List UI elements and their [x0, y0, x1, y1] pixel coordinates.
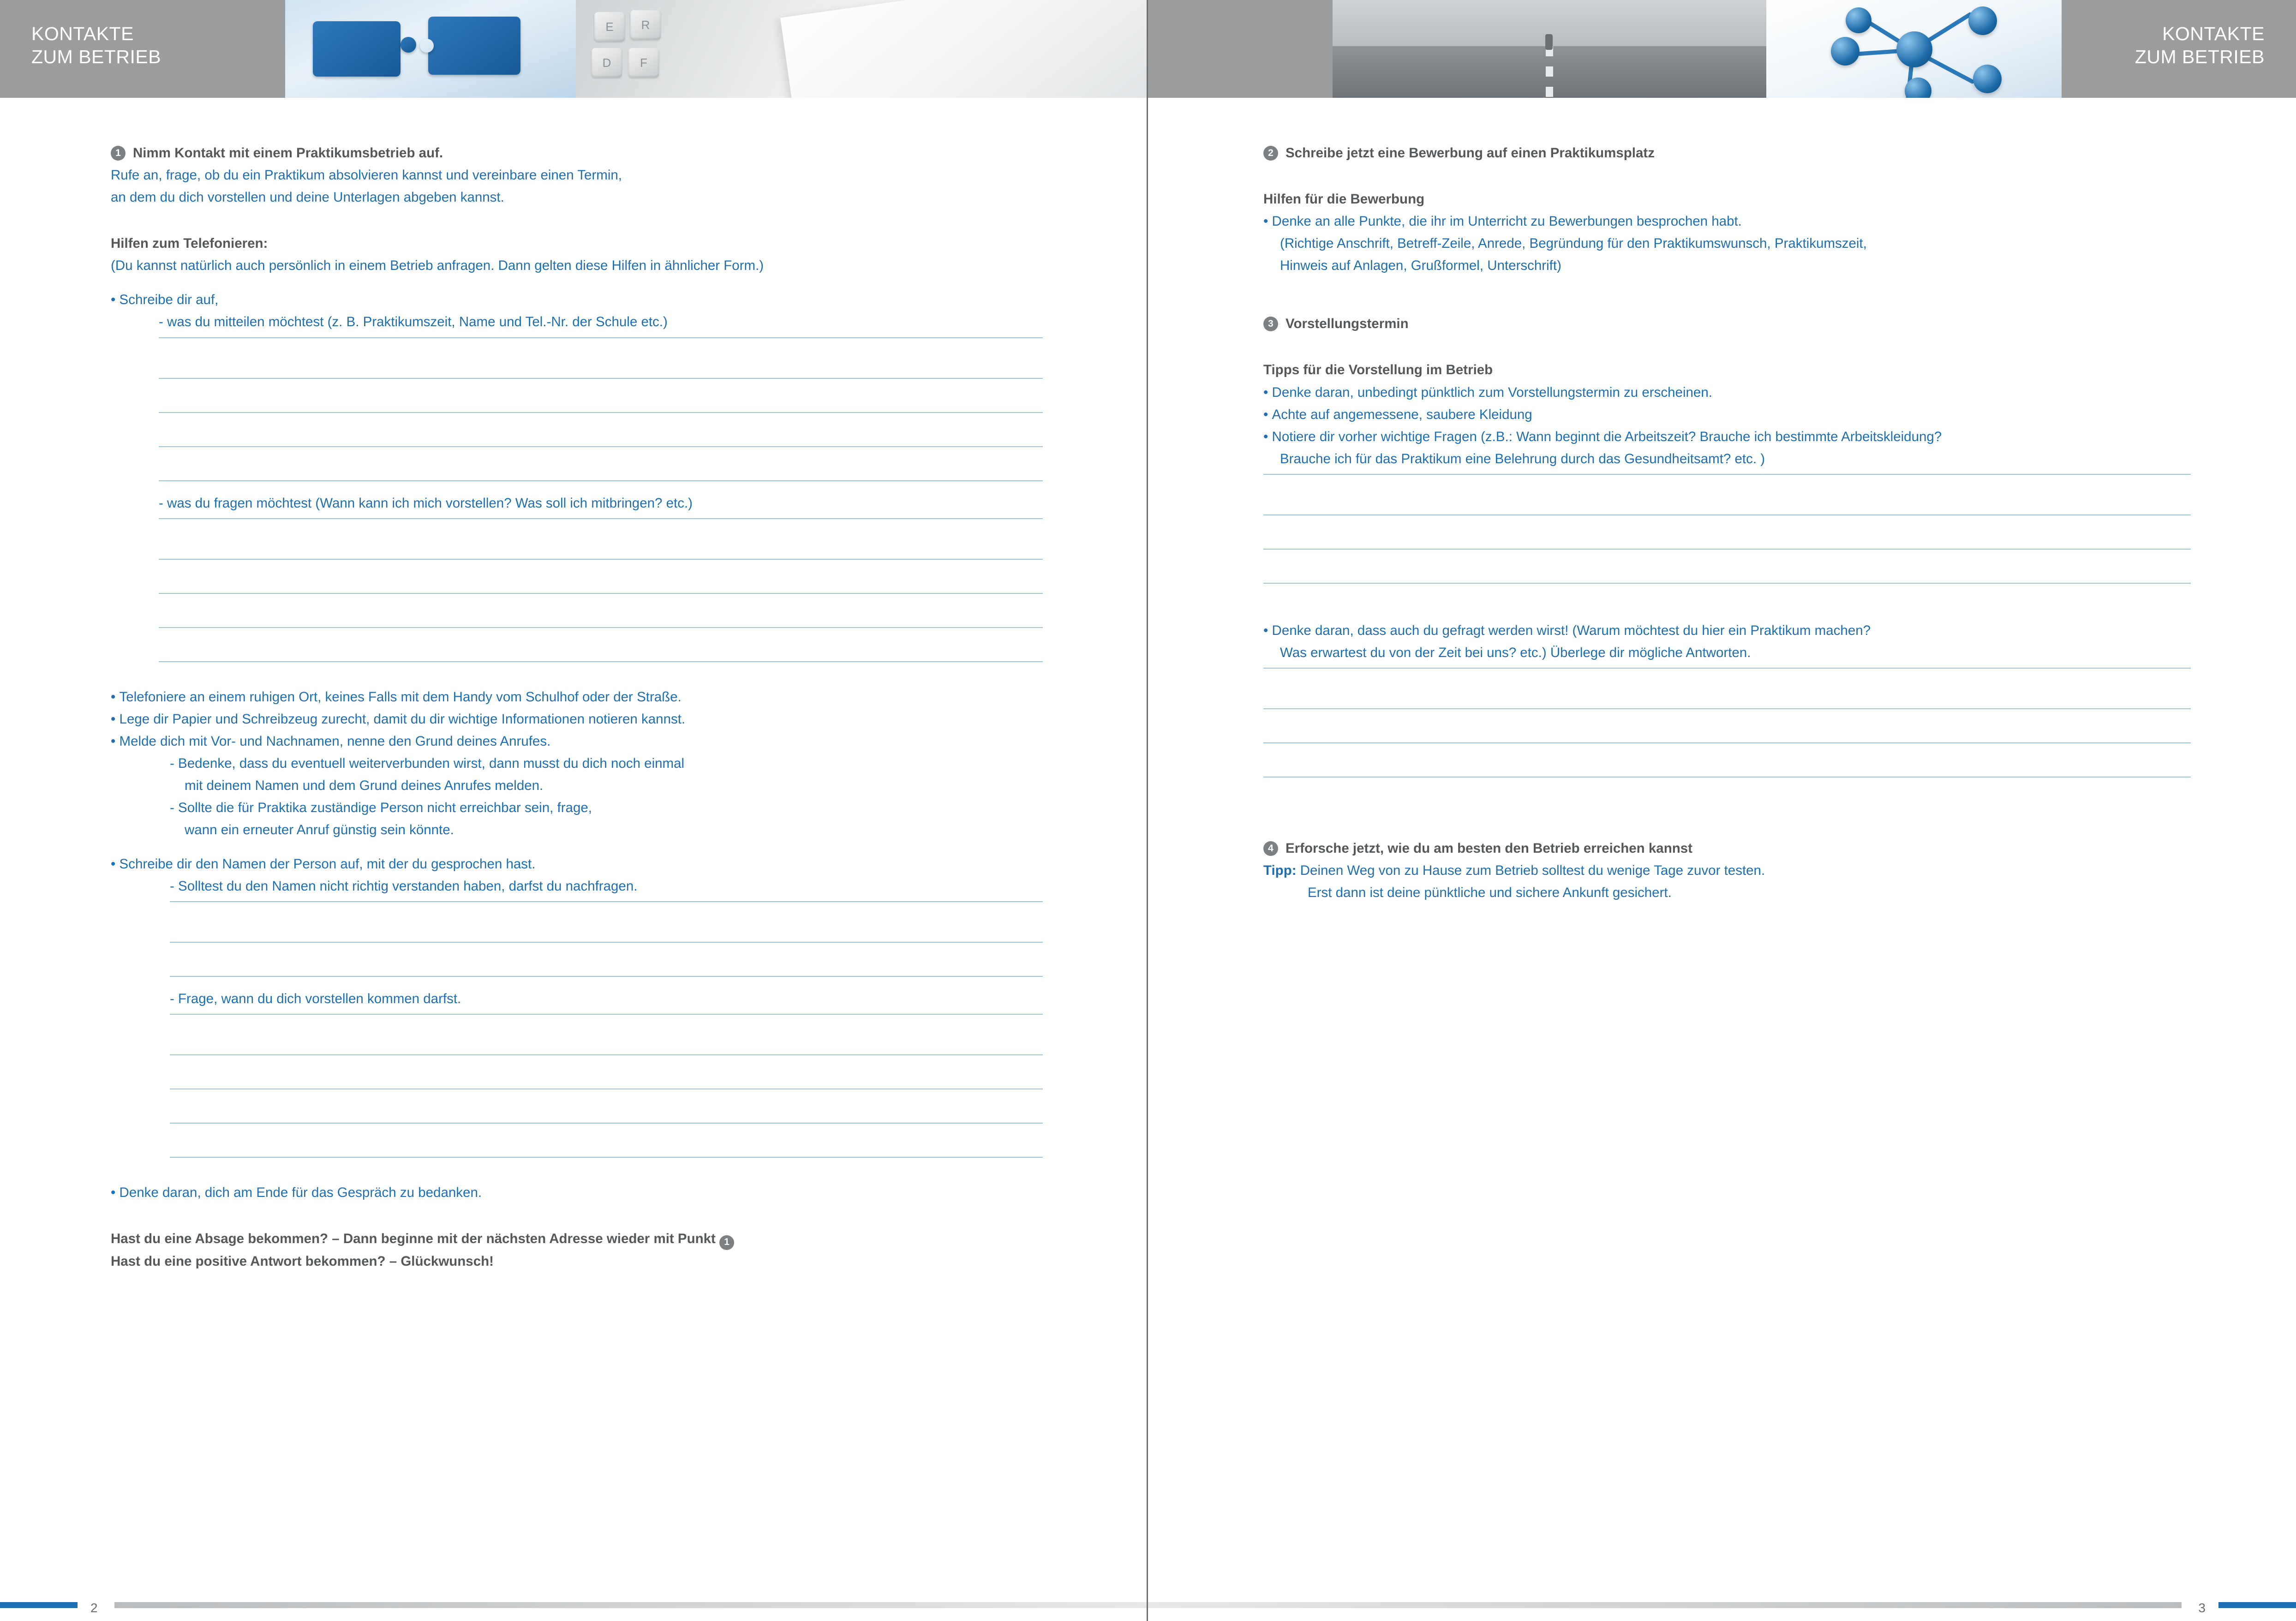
writing-line[interactable]: [159, 628, 1043, 662]
step-4-tip-text-1: Deinen Weg von zu Hause zum Betrieb solltest du wenige Tage zuvor testen.: [1300, 863, 1765, 879]
tip-3-sub-2-line-1: - Sollte die für Praktika zuständige Person nicht erreichbar sein, frage,: [170, 800, 592, 816]
writing-line[interactable]: [170, 1021, 1043, 1055]
closing-line-1: [111, 1228, 1043, 1250]
writing-line[interactable]: [159, 526, 1043, 560]
writing-line[interactable]: [159, 345, 1043, 379]
step-3-heading-row: [1263, 313, 2191, 335]
left-header-title: [31, 22, 161, 68]
step-1-line3: an dem du dich vorstellen und deine Unterlagen abgeben kannst.: [111, 190, 504, 205]
presentation-tips-heading: Tipps für die Vorstellung im Betrieb: [1263, 362, 1493, 378]
bullet-dot: •: [1263, 622, 1272, 638]
phone-help-sub-2-block: [111, 492, 1043, 662]
closing-step-number: 1: [719, 1235, 734, 1250]
application-help-heading: Hilfen für die Bewerbung: [1263, 191, 1425, 207]
bullet-dot: •: [111, 856, 120, 872]
presentation-bullet-3-line1: Notiere dir vorher wichtige Fragen (z.B.: Wann beginnt die Arbeitszeit? Brauche ich bestimmte Arbeitskleidung?: [1272, 429, 1942, 444]
tip-bullet-4-sub-block: [111, 875, 1043, 977]
phone-help-heading: Hilfen zum Telefonieren:: [111, 236, 268, 251]
step-4-heading: Erforsche jetzt, wie du am besten den Betrieb erreichen kannst: [1286, 841, 1692, 856]
left-content-column: [111, 142, 1043, 1273]
step-1-number: 1: [111, 146, 126, 161]
footer-grey-bar: [1148, 1602, 2182, 1608]
tip-bullet-2: [111, 708, 1043, 730]
phone-help-bullet-1: [111, 289, 1043, 311]
step-2-heading: Schreibe jetzt eine Bewerbung auf einen Praktikumsplatz: [1286, 145, 1655, 161]
writing-line[interactable]: [1263, 675, 2191, 709]
right-header-title: [2135, 22, 2265, 68]
bullet-dot: •: [1263, 384, 1272, 400]
presentation-bullet-4-line2: Was erwartest du von der Zeit bei uns? etc.) Überlege dir mögliche Antworten.: [1263, 642, 2191, 669]
closing-line-1-text: Hast du eine Absage bekommen? – Dann beginne mit der nächsten Adresse wieder mit Punkt: [111, 1231, 716, 1247]
network-nodes-photo: [1766, 0, 2062, 98]
step-4-heading-row: [1263, 837, 2191, 860]
step-4-tip-text-2: Erst dann ist deine pünktliche und sichere Ankunft gesichert.: [1308, 885, 1672, 901]
presentation-bullet-4: [1263, 620, 2191, 642]
tip-bullet-3-text: Melde dich mit Vor- und Nachnamen, nenne den Grund deines Anrufes.: [119, 733, 551, 749]
tip-bullet-1-text: Telefoniere an einem ruhigen Ort, keines Falls mit dem Handy vom Schulhof oder der Straße.: [119, 689, 682, 705]
tip-bullet-4: [111, 853, 1043, 875]
tip-bullet-5-block: [111, 988, 1043, 1158]
left-page-number: 2: [90, 1601, 98, 1615]
right-header-title-line1: KONTAKTE: [2162, 23, 2265, 44]
footer-accent-bar: [0, 1602, 78, 1608]
bullet-dot: •: [1263, 407, 1272, 422]
step-2-heading-row: [1263, 142, 2191, 164]
left-page-footer: [0, 1593, 1147, 1621]
phone-help-sub-1-block: [111, 311, 1043, 481]
tip-bullet-4-text: Schreibe dir den Namen der Person auf, mit der du gesprochen hast.: [119, 856, 536, 872]
footer-accent-bar: [2218, 1602, 2296, 1608]
writing-line[interactable]: [1263, 709, 2191, 743]
tip-4-writing-lines[interactable]: [170, 909, 1043, 977]
bullet-dot: •: [111, 711, 120, 727]
writing-line[interactable]: [170, 909, 1043, 943]
writing-line[interactable]: [1263, 550, 2191, 584]
writing-line[interactable]: [159, 560, 1043, 594]
step-3-number: 3: [1263, 317, 1278, 331]
tip-5-text: - Frage, wann du dich vorstellen kommen darfst.: [170, 988, 1043, 1015]
bullet-dot: •: [111, 1185, 120, 1201]
writing-line[interactable]: [170, 943, 1043, 977]
presentation-bullet-3-line2: Brauche ich für das Praktikum eine Belehrung durch das Gesundheitsamt? etc. ): [1263, 448, 2191, 475]
closing-line-2: Hast du eine positive Antwort bekommen? – Glückwunsch!: [111, 1253, 494, 1269]
step-4-number: 4: [1263, 841, 1278, 856]
phone-help-sub-2-writing-lines[interactable]: [159, 526, 1043, 662]
presentation-writing-lines-1[interactable]: [1263, 481, 2191, 584]
step-4-tip-label: Tipp:: [1263, 863, 1297, 879]
right-page-header: [1148, 0, 2296, 98]
tip-bullet-1: [111, 686, 1043, 708]
tip-3-sub-2-line-2: wann ein erneuter Anruf günstig sein könnte.: [185, 822, 454, 838]
application-help-b1-line2: (Richtige Anschrift, Betreff-Zeile, Anrede, Begründung für den Praktikumswunsch, Praktikumszeit,: [1280, 236, 1867, 251]
writing-line[interactable]: [159, 594, 1043, 628]
presentation-bullet-4-line1: Denke daran, dass auch du gefragt werden wirst! (Warum möchtest du hier ein Praktikum machen?: [1272, 622, 1871, 638]
puzzle-pieces-photo: [285, 0, 576, 98]
writing-line[interactable]: [1263, 515, 2191, 550]
road-person-photo: [1333, 0, 1766, 98]
tip-bullet-3: [111, 730, 1043, 753]
writing-line[interactable]: [1263, 481, 2191, 515]
left-header-title-line1: KONTAKTE: [31, 23, 134, 44]
application-help-bullet-1: [1263, 210, 2191, 233]
left-page-header: [0, 0, 1147, 98]
presentation-writing-lines-2[interactable]: [1263, 675, 2191, 778]
step-1-heading: Nimm Kontakt mit einem Praktikumsbetrieb auf.: [133, 145, 443, 161]
bullet-dot: •: [111, 733, 120, 749]
right-page-footer: [1148, 1593, 2296, 1621]
writing-line[interactable]: [170, 1124, 1043, 1158]
application-help-b1-line1: Denke an alle Punkte, die ihr im Unterricht zu Bewerbungen besprochen habt.: [1272, 214, 1742, 229]
tip-bullet-6: [111, 1182, 1043, 1204]
writing-line[interactable]: [159, 447, 1043, 481]
step-4-tip-line-1: [1263, 860, 2191, 882]
step-2-number: 2: [1263, 146, 1278, 161]
right-header-title-line2: ZUM BETRIEB: [2135, 46, 2265, 68]
writing-line[interactable]: [159, 379, 1043, 413]
presentation-bullet-1-text: Denke daran, unbedingt pünktlich zum Vorstellungstermin zu erscheinen.: [1272, 384, 1712, 400]
application-help-b1-line3: Hinweis auf Anlagen, Grußformel, Unterschrift): [1280, 258, 1561, 274]
step-1-line2: Rufe an, frage, ob du ein Praktikum absolvieren kannst und vereinbare einen Termin,: [111, 167, 622, 183]
step-1-heading-row: [111, 142, 1043, 164]
footer-grey-bar: [114, 1602, 1147, 1608]
right-page: [1148, 0, 2296, 1621]
tip-bullet-3-sub-1: [111, 753, 1043, 841]
phone-help-bullet-1-text: Schreibe dir auf,: [119, 292, 219, 308]
bullet-dot: •: [1263, 214, 1272, 229]
phone-help-sub-1-writing-lines[interactable]: [159, 345, 1043, 481]
phone-help-sub-1-text: - was du mitteilen möchtest (z. B. Praktikumszeit, Name und Tel.-Nr. der Schule etc.): [159, 311, 1043, 338]
phone-help-note: (Du kannst natürlich auch persönlich in einem Betrieb anfragen. Dann gelten diese Hilfen in ähnlicher Form.): [111, 258, 764, 274]
right-content-column: [1263, 142, 2191, 904]
tip-bullet-6-text: Denke daran, dich am Ende für das Gespräch zu bedanken.: [119, 1185, 482, 1201]
writing-line[interactable]: [170, 1089, 1043, 1124]
presentation-bullet-3: [1263, 426, 2191, 448]
step-3-heading: Vorstellungstermin: [1286, 316, 1409, 332]
bullet-dot: •: [111, 292, 120, 308]
writing-line[interactable]: [170, 1055, 1043, 1089]
bullet-dot: •: [1263, 429, 1272, 444]
presentation-bullet-1: [1263, 382, 2191, 404]
right-page-body: [1148, 98, 2296, 904]
tip-4-sub-text: - Solltest du den Namen nicht richtig verstanden haben, darfst du nachfragen.: [170, 875, 1043, 902]
tip-3-sub-1-line-1: - Bedenke, dass du eventuell weiterverbunden wirst, dann musst du dich noch einmal: [170, 755, 685, 771]
left-page-body: [0, 98, 1147, 1273]
left-header-title-line2: ZUM BETRIEB: [31, 46, 161, 68]
bullet-dot: •: [111, 689, 120, 705]
tip-bullet-2-text: Lege dir Papier und Schreibzeug zurecht, damit du dir wichtige Informationen notieren kannst.: [119, 711, 686, 727]
presentation-bullet-2: [1263, 404, 2191, 426]
writing-line[interactable]: [1263, 743, 2191, 778]
presentation-bullet-2-text: Achte auf angemessene, saubere Kleidung: [1272, 407, 1532, 422]
right-page-number: 3: [2198, 1601, 2206, 1615]
phone-help-sub-2-text: - was du fragen möchtest (Wann kann ich mich vorstellen? Was soll ich mitbringen? etc.): [159, 492, 1043, 519]
tip-3-sub-1-line-2: mit deinem Namen und dem Grund deines Anrufes melden.: [185, 778, 544, 793]
tip-5-writing-lines[interactable]: [170, 1021, 1043, 1158]
keyboard-paper-photo: E R D F: [576, 0, 1147, 98]
writing-line[interactable]: [159, 413, 1043, 447]
